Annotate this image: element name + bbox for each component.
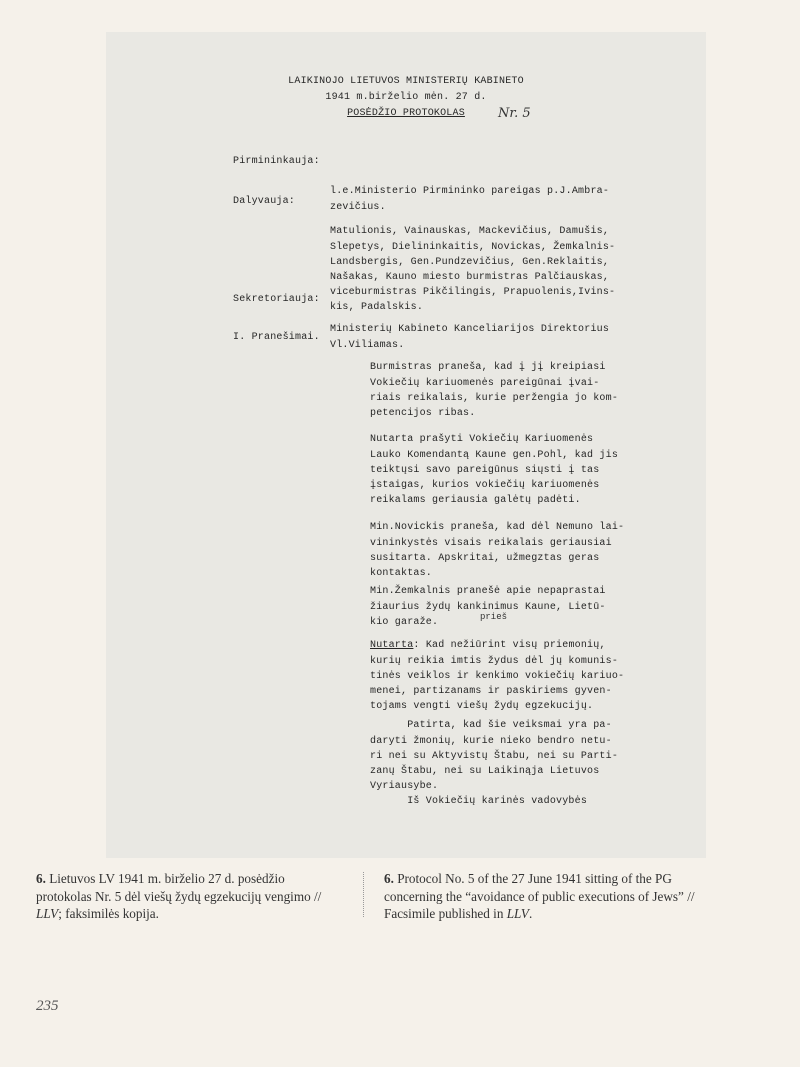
paragraph-mayor: Burmistras praneša, kad į jį kreipiasi Vokiečių kariuomenės pareigūnai įvai- riais reikalais, kurie peržengia jo kom- petencijos ribas. <box>370 362 619 420</box>
field-label-secretary: Sekretoriauja: <box>233 294 320 305</box>
header-protocol <box>106 106 706 121</box>
paragraph-decision-executions: Nutarta: Kad nežiūrint visų priemonių, kurių reikia imtis žydus dėl jų komunis- tinės veiklos ir kenkimo vokiečių kariuo- menei, partizanams ir paskiriems gyven- tojams vengti viešų žydų egzekucijų. <box>370 640 625 713</box>
handwritten-insertion: prieš <box>480 612 508 622</box>
paragraph-novickis: Min.Novickis praneša, kad dėl Nemuno lai- vininkystės visais reikalais geriausiai susitarta. Apskritai, užmegztas geras kontaktas. <box>370 522 625 580</box>
field-value-chair: l.e.Ministerio Pirmininko pareigas p.J.Ambra- zevičius. <box>330 186 610 213</box>
field-label-chair: Pirmininkauja: <box>233 156 320 167</box>
header-title: LAIKINOJO LIETUVOS MINISTERIŲ KABINETO <box>288 76 524 87</box>
paragraph-zemkalnis: Min.Žemkalnis pranešė apie nepaprastai žiaurius žydų kankinimus Kaune, Lietū- kio garaže. <box>370 586 606 628</box>
page-number: 235 <box>36 998 59 1014</box>
decision-keyword: Nutarta <box>370 640 414 652</box>
caption-english: 6. Protocol No. 5 of the 27 June 1941 sitting of the PG concerning the “avoidance of public executions of Jews” // Facsimile published in LLV. <box>384 871 695 921</box>
handwritten-number: Nr. 5 <box>498 106 531 121</box>
section-label: I. Pranešimai. <box>233 332 320 343</box>
document-scan <box>106 32 706 858</box>
field-label-attendees: Dalyvauja: <box>233 196 296 207</box>
field-value-secretary: Ministerių Kabineto Kanceliarijos Direktorius Vl.Viliamas. <box>330 324 610 351</box>
caption-lithuanian: 6. Lietuvos LV 1941 m. birželio 27 d. posėdžio protokolas Nr. 5 dėl viešų žydų egzekucijų vengimo // LLV; faksimilės kopija. <box>36 871 322 921</box>
protocol-label: POSĖDŽIO PROTOKOLAS <box>347 108 465 119</box>
paragraph-decision-pohl: Nutarta prašyti Vokiečių Kariuomenės Lauko Komendantą Kaune gen.Pohl, kad jis teiktųsi savo pareigūnus siųsti į tas įstaigas, kurios vokiečių kariuomenės reikalams geriausia galėtų padėti. <box>370 434 619 507</box>
header-date: 1941 m.birželio mėn. 27 d. <box>325 92 487 103</box>
caption-divider <box>363 872 365 917</box>
paragraph-finding: Patirta, kad šie veiksmai yra pa- daryti žmonių, kurie nieko bendro netu- ri nei su Aktyvistų Štabu, nei su Parti- zanų Štabu, nei su Laikinąja Lietuvos Vyriausybe. Iš Vokiečių karinės vadovybės <box>370 720 619 808</box>
field-value-attendees: Matulionis, Vainauskas, Mackevičius, Damušis, Slepetys, Dielininkaitis, Novickas, Žemkalnis- Landsbergis, Gen.Pundzevičius, Gen.Reklaitis, Našakas, Kauno miesto burmistras Palčiauskas, viceburmistras Pikčilingis, Prapuolenis,Ivins- kis, Padalskis. <box>330 226 616 314</box>
